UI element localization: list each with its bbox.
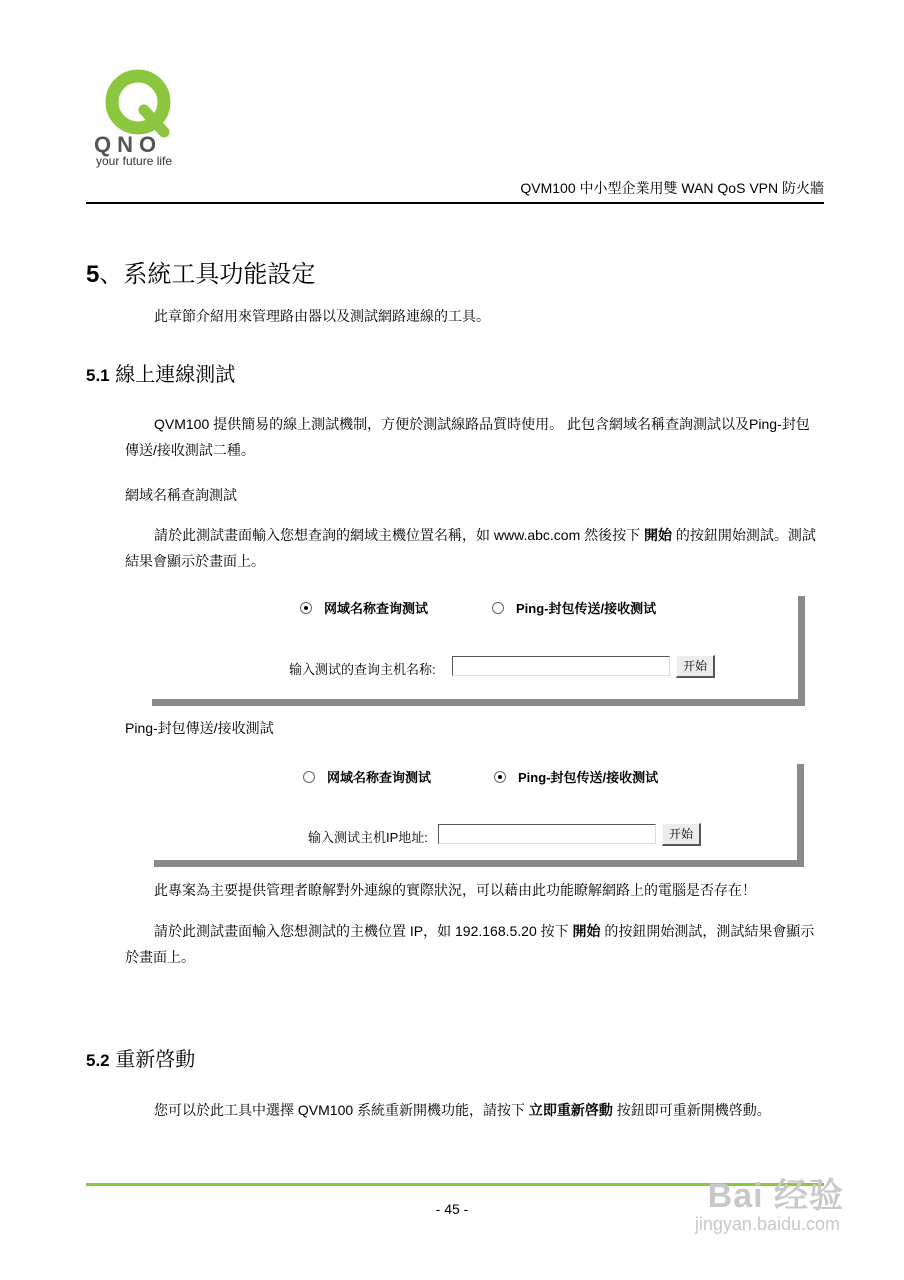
section-5-1-heading (86, 358, 235, 387)
radio-ping-option[interactable] (492, 598, 656, 617)
start-button[interactable]: 开始 (662, 823, 701, 846)
section-5-2-heading (86, 1043, 195, 1072)
logo-wordmark: QNO (94, 132, 163, 157)
header-divider (86, 202, 824, 204)
section-5-intro: 此章節介紹用來管理路由器以及測試網路連線的工具。 (154, 308, 490, 324)
ping-test-panel (154, 764, 804, 867)
radio-dns-option[interactable] (300, 598, 428, 617)
baidu-watermark-url: jingyan.baidu.com (694, 1214, 840, 1234)
radio-ping-label: Ping-封包传送/接收测试 (518, 770, 659, 785)
ip-field-label: 输入测试主机IP地址: (308, 830, 428, 845)
section-5-heading (86, 254, 315, 289)
radio-ping-unselected[interactable] (492, 602, 504, 614)
ping-paragraph-1: 此專案為主要提供管理者瞭解對外連線的實際狀況，可以藉由此功能瞭解網路上的電腦是否存在！ (154, 882, 756, 898)
ping-test-heading: Ping-封包傳送/接收測試 (125, 720, 274, 736)
ip-address-input[interactable] (438, 824, 656, 844)
section-5-1-title: 線上連線測試 (115, 364, 236, 386)
page-number: - 45 - (435, 1201, 469, 1217)
dns-test-description: 請於此測試畫面輸入您想查詢的網域主機位置名稱，如 www.abc.com 然後按下 開始 的按鈕開始測試。測試結果會顯示於畫面上。 (125, 527, 816, 569)
panel-shadow-right (798, 596, 805, 706)
radio-dns-label: 网域名称查询测试 (327, 770, 432, 785)
dns-test-heading: 網域名稱查詢測試 (125, 487, 237, 503)
baidu-watermark: Bai 经验 (707, 1177, 844, 1215)
section-5-number: 5 (86, 261, 100, 288)
panel-shadow-bottom (152, 699, 805, 706)
start-keyword: 開始 (572, 923, 601, 939)
section-5-1-paragraph: QVM100 提供簡易的線上測試機制，方便於測試線路品質時使用。 此包含網域名稱查詢測試以及Ping-封包傳送/接收測試二種。 (125, 416, 810, 458)
hostname-field-label: 输入测试的查询主机名称: (289, 662, 436, 677)
start-button[interactable]: 开始 (676, 655, 715, 678)
section-5-2-title: 重新啓動 (115, 1049, 196, 1071)
radio-ping-option[interactable] (494, 767, 658, 786)
section-5-title: 、系統工具功能設定 (99, 261, 316, 288)
panel-shadow-right (797, 764, 804, 867)
section-5-2-paragraph: 您可以於此工具中選擇 QVM100 系統重新開機功能，請按下 立即重新啓動 按鈕即可重新開機啓動。 (154, 1102, 771, 1118)
start-keyword: 開始 (644, 527, 673, 543)
panel-shadow-bottom (154, 860, 804, 867)
section-5-2-number: 5.2 (86, 1051, 110, 1070)
radio-ping-selected[interactable] (494, 771, 506, 783)
radio-dns-unselected[interactable] (303, 771, 315, 783)
section-5-1-number: 5.1 (86, 366, 110, 385)
document-title: QVM100 中小型企業用雙 WAN QoS VPN 防火牆 (520, 180, 824, 196)
restart-keyword: 立即重新啓動 (528, 1102, 613, 1118)
radio-dns-label: 网域名称查询测试 (324, 601, 429, 616)
hostname-input[interactable] (452, 656, 670, 676)
dns-test-panel (152, 596, 805, 706)
radio-ping-label: Ping-封包传送/接收测试 (516, 601, 657, 616)
logo-tagline: your future life (96, 154, 173, 168)
ping-paragraph-2: 請於此測試畫面輸入您想測試的主機位置 IP，如 192.168.5.20 按下 開始 的按鈕開始測試，測試結果會顯示於畫面上。 (125, 923, 815, 965)
radio-dns-selected[interactable] (300, 602, 312, 614)
radio-dns-option[interactable] (303, 767, 431, 786)
